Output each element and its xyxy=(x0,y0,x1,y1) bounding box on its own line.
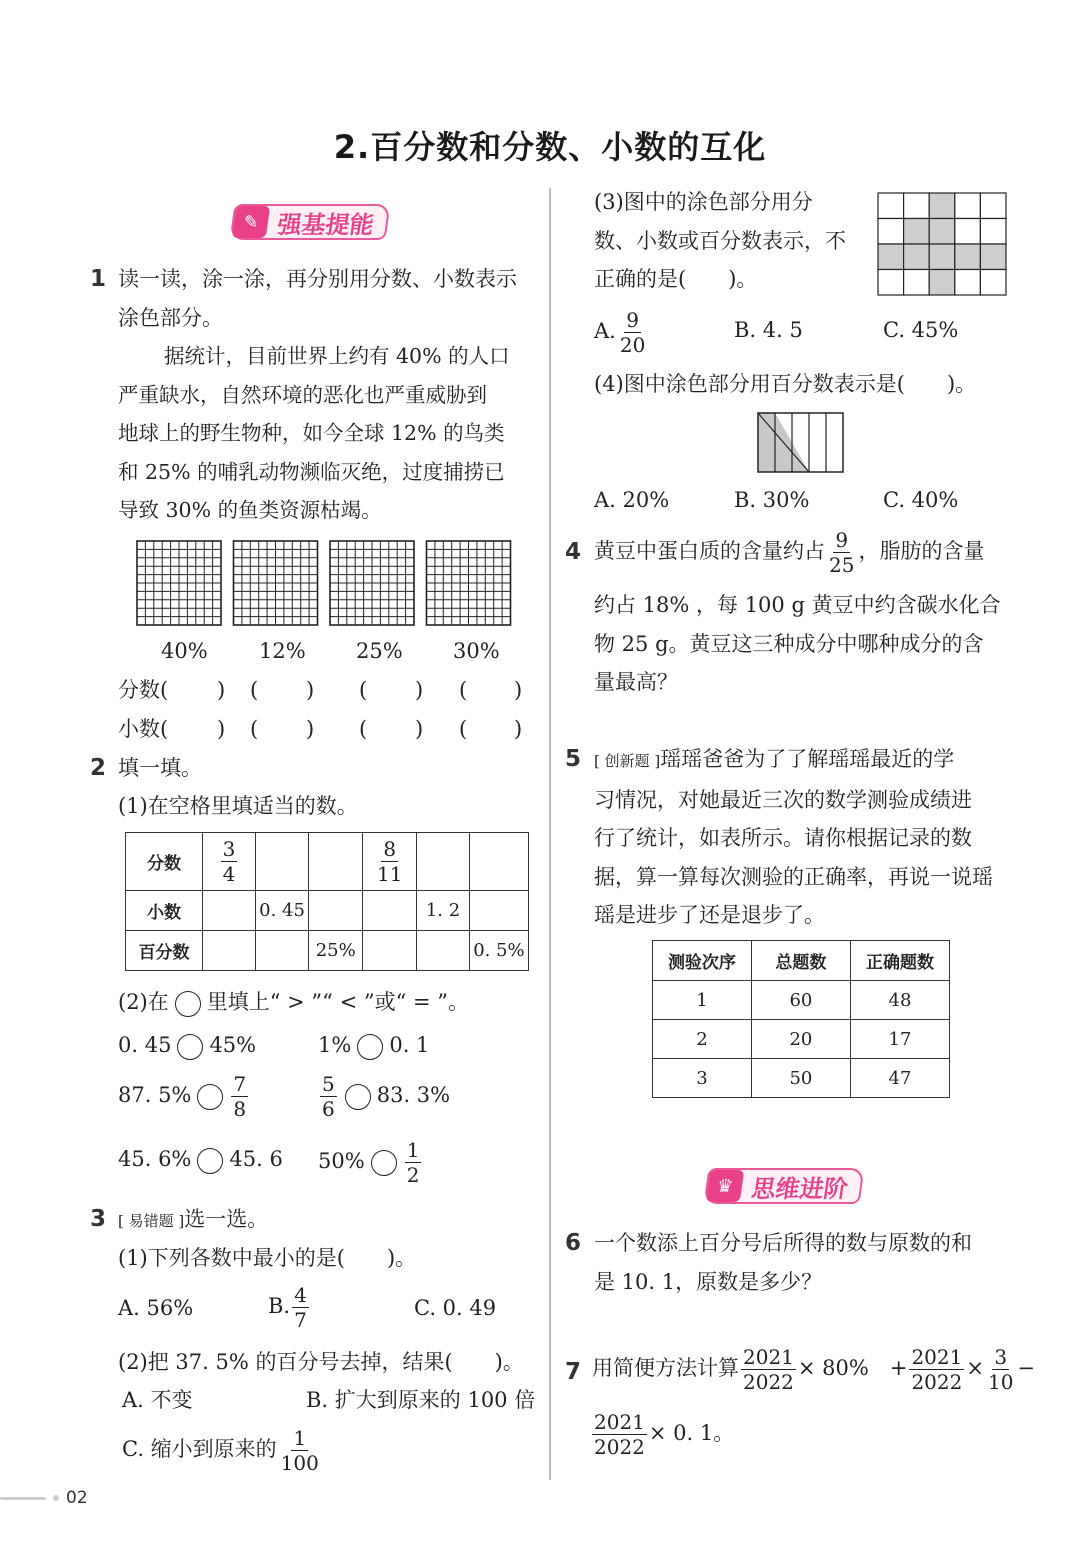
pencil-icon: ✎ xyxy=(232,206,270,238)
table-cell: 2 xyxy=(653,1020,752,1059)
numerator: 7 xyxy=(233,1072,247,1096)
grid-cell xyxy=(980,270,1006,296)
grid-cell xyxy=(929,270,955,296)
paren: ) xyxy=(514,678,523,702)
shaded-grid-figure xyxy=(877,192,1007,296)
grid-cell xyxy=(955,244,981,270)
table-cell: 1 xyxy=(653,981,752,1020)
text: 里填上“ > ”“ < ”或“ = ”。 xyxy=(206,990,470,1014)
fraction xyxy=(986,1347,1015,1392)
denominator: 100 xyxy=(280,1451,319,1475)
text-line: 涂色部分。 xyxy=(118,305,223,330)
grid-cell xyxy=(955,193,981,219)
table-cell[interactable] xyxy=(203,931,256,971)
page-footer-dot xyxy=(53,1495,59,1501)
grid-cell xyxy=(904,193,930,219)
fraction xyxy=(221,839,238,884)
passage-line: 导致 30% 的鱼类资源枯竭。 xyxy=(118,498,382,523)
text-line: 习情况，对她最近三次的数学测验成绩进 xyxy=(594,787,972,812)
grid-cell xyxy=(904,244,930,270)
text: × 0. 1。 xyxy=(648,1421,735,1445)
fraction xyxy=(827,530,856,575)
question-number: 1 xyxy=(90,266,107,292)
option-a[interactable] xyxy=(594,310,649,355)
question-number: 3 xyxy=(90,1206,107,1232)
denominator: 8 xyxy=(233,1097,247,1121)
table-cell: 3 xyxy=(653,1059,752,1098)
grid-cell xyxy=(878,270,904,296)
option-b[interactable]: B. 扩大到原来的 100 倍 xyxy=(306,1388,536,1412)
paren: ( xyxy=(459,678,468,702)
q1-prompt xyxy=(118,260,517,337)
page-number: 02 xyxy=(66,1488,88,1508)
numerator: 2021 xyxy=(743,1345,794,1369)
table-cell[interactable] xyxy=(417,833,470,891)
option-b[interactable] xyxy=(268,1285,311,1330)
compare-item xyxy=(118,1140,283,1179)
section-label: 思维进阶 xyxy=(749,1174,850,1203)
text: × xyxy=(966,1356,984,1380)
text: B. xyxy=(268,1294,291,1318)
text-line xyxy=(594,740,993,781)
grid-cell xyxy=(878,193,904,219)
text: C. 缩小到原来的 xyxy=(122,1437,277,1461)
fraction xyxy=(231,1074,248,1119)
section-badge-advanced xyxy=(703,1168,864,1204)
question-number: 5 xyxy=(565,746,582,772)
text: 87. 5% xyxy=(118,1083,192,1107)
compare-item xyxy=(118,1026,256,1065)
fraction xyxy=(292,1285,309,1330)
q3-part2: (2)把 37. 5% 的百分号去掉，结果( )。 xyxy=(118,1350,524,1374)
q2-part2 xyxy=(118,983,469,1022)
passage-line: 据统计，目前世界上约有 40% 的人口 xyxy=(164,344,510,368)
passage-line: 地球上的野生物种，如今全球 12% 的鸟类 xyxy=(118,421,505,446)
text-line: (3)图中的涂色部分用分 xyxy=(594,190,813,214)
section-badge-basic xyxy=(229,204,390,240)
q5-body xyxy=(594,740,993,935)
text-line: 读一读，涂一涂，再分别用分数、小数表示 xyxy=(118,267,517,291)
q3-part4: (4)图中涂色部分用百分数表示是( )。 xyxy=(594,372,977,396)
grid-label: 25% xyxy=(356,639,403,663)
paren: ) xyxy=(415,717,424,741)
text-line: 物 25 g。黄豆这三种成分中哪种成分的含 xyxy=(594,631,984,656)
section-label: 强基提能 xyxy=(275,210,376,239)
text: × 80% + xyxy=(797,1356,908,1380)
compare-circle xyxy=(175,991,201,1017)
table-cell: 48 xyxy=(850,981,949,1020)
text: 45% xyxy=(209,1033,257,1057)
text: 45. 6 xyxy=(229,1147,283,1171)
fraction xyxy=(909,1347,964,1392)
paren: ) xyxy=(514,717,523,741)
compare-circle[interactable] xyxy=(177,1034,203,1060)
table-cell[interactable] xyxy=(256,833,309,891)
numerator: 1 xyxy=(293,1426,307,1450)
compare-item xyxy=(318,1140,423,1185)
table-cell[interactable] xyxy=(363,931,417,971)
q2-prompt: 填一填。 xyxy=(118,756,202,780)
table-cell[interactable] xyxy=(309,833,363,891)
denominator: 7 xyxy=(294,1308,307,1332)
denominator: 2 xyxy=(406,1163,420,1187)
medal-icon: ♛ xyxy=(706,1170,744,1202)
denominator: 20 xyxy=(619,333,646,357)
text: 用简便方法计算 xyxy=(592,1356,739,1380)
text-line: 据，算一算每次测验的正确率，再说一说瑶 xyxy=(594,864,993,889)
decimal-row-label: 小数( xyxy=(118,717,169,741)
question-number: 4 xyxy=(565,539,582,565)
numerator: 1 xyxy=(406,1138,420,1162)
numerator: 2021 xyxy=(911,1345,963,1369)
grid-label: 12% xyxy=(259,639,306,663)
conversion-table xyxy=(125,832,529,971)
table-cell[interactable] xyxy=(469,833,528,891)
fraction xyxy=(320,1074,337,1119)
option-a[interactable]: A. 20% xyxy=(594,488,670,512)
grid-cell xyxy=(904,219,930,245)
grid-cell xyxy=(980,193,1006,219)
test-score-table xyxy=(652,940,950,1098)
paren: ) xyxy=(217,678,226,702)
table-cell xyxy=(203,833,256,891)
option-b[interactable]: B. 4. 5 xyxy=(734,318,803,342)
table-cell: 0. 45 xyxy=(256,891,309,931)
option-b[interactable]: B. 30% xyxy=(734,488,810,512)
row-header: 百分数 xyxy=(126,931,203,971)
question-tag: [ 易错题 ] xyxy=(118,1212,185,1230)
option-c[interactable]: C. 40% xyxy=(883,488,959,512)
paren: ) xyxy=(415,678,424,702)
q4-body xyxy=(594,586,1001,702)
row-header: 小数 xyxy=(126,891,203,931)
grid-cell xyxy=(904,270,930,296)
grid-cell xyxy=(955,219,981,245)
denominator: 10 xyxy=(987,1370,1014,1394)
q4-line xyxy=(594,530,984,575)
table-cell: 50 xyxy=(751,1059,850,1098)
denominator: 2022 xyxy=(911,1370,963,1394)
compare-circle[interactable] xyxy=(197,1084,223,1110)
text: 83. 3% xyxy=(376,1083,451,1107)
text: − xyxy=(1017,1356,1036,1380)
fraction xyxy=(405,1140,422,1185)
option-a[interactable]: A. 56% xyxy=(118,1296,194,1320)
text: 瑶瑶爸爸为了了解瑶瑶最近的学 xyxy=(660,747,955,771)
q3-part1: (1)下列各数中最小的是( )。 xyxy=(118,1246,417,1270)
column-header: 测验次序 xyxy=(653,941,752,981)
grid-cell xyxy=(980,219,1006,245)
text: (2)在 xyxy=(118,990,169,1014)
grid-cell xyxy=(878,219,904,245)
numerator: 5 xyxy=(322,1072,335,1096)
question-number: 7 xyxy=(565,1359,582,1385)
text: A. xyxy=(594,319,616,343)
denominator: 25 xyxy=(829,553,855,577)
fraction xyxy=(618,310,647,355)
paren: ( xyxy=(250,678,259,702)
shaded-strip-figure xyxy=(757,412,845,473)
q3-part3 xyxy=(594,183,846,299)
column-header: 总题数 xyxy=(751,941,850,981)
text-line: 是 10. 1，原数是多少？ xyxy=(594,1269,823,1294)
compare-circle[interactable] xyxy=(371,1150,397,1176)
option-c[interactable] xyxy=(122,1428,323,1473)
column-divider xyxy=(549,188,551,1480)
table-cell[interactable] xyxy=(417,931,470,971)
q6-body xyxy=(594,1224,972,1301)
text: 0. 1 xyxy=(389,1033,430,1057)
text-line: 瑶是进步了还是退步了。 xyxy=(594,903,825,928)
text: 50% xyxy=(318,1149,365,1173)
denominator: 2022 xyxy=(594,1435,645,1459)
fraction xyxy=(279,1428,321,1473)
numerator: 3 xyxy=(994,1345,1008,1369)
text: 45. 6% xyxy=(118,1147,192,1171)
paren: ) xyxy=(306,678,315,702)
paren: ( xyxy=(459,717,468,741)
grid-cell xyxy=(929,219,955,245)
grid-label: 30% xyxy=(453,639,500,663)
paren: ( xyxy=(250,717,259,741)
q1-passage xyxy=(118,337,538,530)
numerator: 2021 xyxy=(594,1410,645,1434)
page-title: 2.百分数和分数、小数的互化 xyxy=(333,128,767,166)
column-header: 正确题数 xyxy=(850,941,949,981)
passage-line: 和 25% 的哺乳动物濒临灭绝，过度捕捞已 xyxy=(118,459,505,484)
grid-cell xyxy=(878,244,904,270)
text-line: 量最高？ xyxy=(594,670,678,695)
numerator: 9 xyxy=(835,528,849,552)
page-footer-line xyxy=(0,1497,46,1500)
hundred-grids xyxy=(136,540,518,626)
question-number: 6 xyxy=(565,1230,582,1256)
table-cell[interactable] xyxy=(363,891,417,931)
table-cell: 0. 5% xyxy=(469,931,528,971)
denominator: 4 xyxy=(222,862,236,886)
fraction-row-label: 分数( xyxy=(118,678,169,702)
row-header: 分数 xyxy=(126,833,203,891)
text: 黄豆中蛋白质的含量约占 xyxy=(594,539,825,563)
paren: ( xyxy=(359,678,368,702)
text: 0. 45 xyxy=(118,1033,172,1057)
denominator: 6 xyxy=(322,1097,335,1121)
table-cell: 47 xyxy=(850,1059,949,1098)
question-tag: [ 创新题 ] xyxy=(594,752,661,770)
option-c[interactable]: C. 0. 49 xyxy=(414,1296,497,1320)
table-cell: 1. 2 xyxy=(417,891,470,931)
text-line: 一个数添上百分号后所得的数与原数的和 xyxy=(594,1231,972,1255)
table-cell: 17 xyxy=(850,1020,949,1059)
paren: ) xyxy=(306,717,315,741)
fraction xyxy=(592,1412,647,1457)
denominator: 11 xyxy=(377,862,403,886)
text-line: 行了统计，如表所示。请你根据记录的数 xyxy=(594,826,972,851)
q7-line xyxy=(592,1347,1035,1392)
text: 1% xyxy=(318,1033,352,1057)
fraction xyxy=(375,839,404,884)
grid-cell xyxy=(980,244,1006,270)
table-cell[interactable] xyxy=(256,931,309,971)
text-line: 数、小数或百分数表示，不 xyxy=(594,228,846,253)
compare-circle[interactable] xyxy=(357,1034,383,1060)
table-cell[interactable] xyxy=(203,891,256,931)
q2-part1: (1)在空格里填适当的数。 xyxy=(118,794,358,818)
text: 选一选。 xyxy=(184,1207,269,1231)
compare-circle[interactable] xyxy=(197,1148,223,1174)
fraction xyxy=(741,1347,796,1392)
numerator: 8 xyxy=(383,837,397,861)
numerator: 4 xyxy=(294,1283,307,1307)
table-cell[interactable] xyxy=(469,891,528,931)
option-a[interactable]: A. 不变 xyxy=(122,1388,193,1412)
grid-cell xyxy=(929,193,955,219)
table-cell: 25% xyxy=(309,931,363,971)
table-cell[interactable] xyxy=(309,891,363,931)
table-cell: 60 xyxy=(751,981,850,1020)
paren: ( xyxy=(359,717,368,741)
text: ，脂肪的含量 xyxy=(858,539,985,563)
text-line: 约占 18% ，每 100 g 黄豆中约含碳水化合 xyxy=(594,593,1001,617)
q3-prompt xyxy=(118,1200,268,1241)
paren: ) xyxy=(217,717,226,741)
numerator: 9 xyxy=(626,308,639,332)
grid-label: 40% xyxy=(161,639,208,663)
table-cell: 20 xyxy=(751,1020,850,1059)
compare-item xyxy=(318,1074,450,1119)
denominator: 2022 xyxy=(743,1370,794,1394)
compare-item xyxy=(318,1026,429,1065)
q7-line xyxy=(590,1412,734,1457)
table-cell xyxy=(363,833,417,891)
text-line: 正确的是( )。 xyxy=(594,267,758,292)
compare-circle[interactable] xyxy=(345,1084,371,1110)
grid-cell xyxy=(955,270,981,296)
compare-item xyxy=(118,1074,250,1119)
question-number: 2 xyxy=(90,755,107,781)
numerator: 3 xyxy=(222,837,236,861)
grid-cell xyxy=(929,244,955,270)
option-c[interactable]: C. 45% xyxy=(883,318,959,342)
passage-line: 严重缺水，自然环境的恶化也严重威胁到 xyxy=(118,382,487,407)
